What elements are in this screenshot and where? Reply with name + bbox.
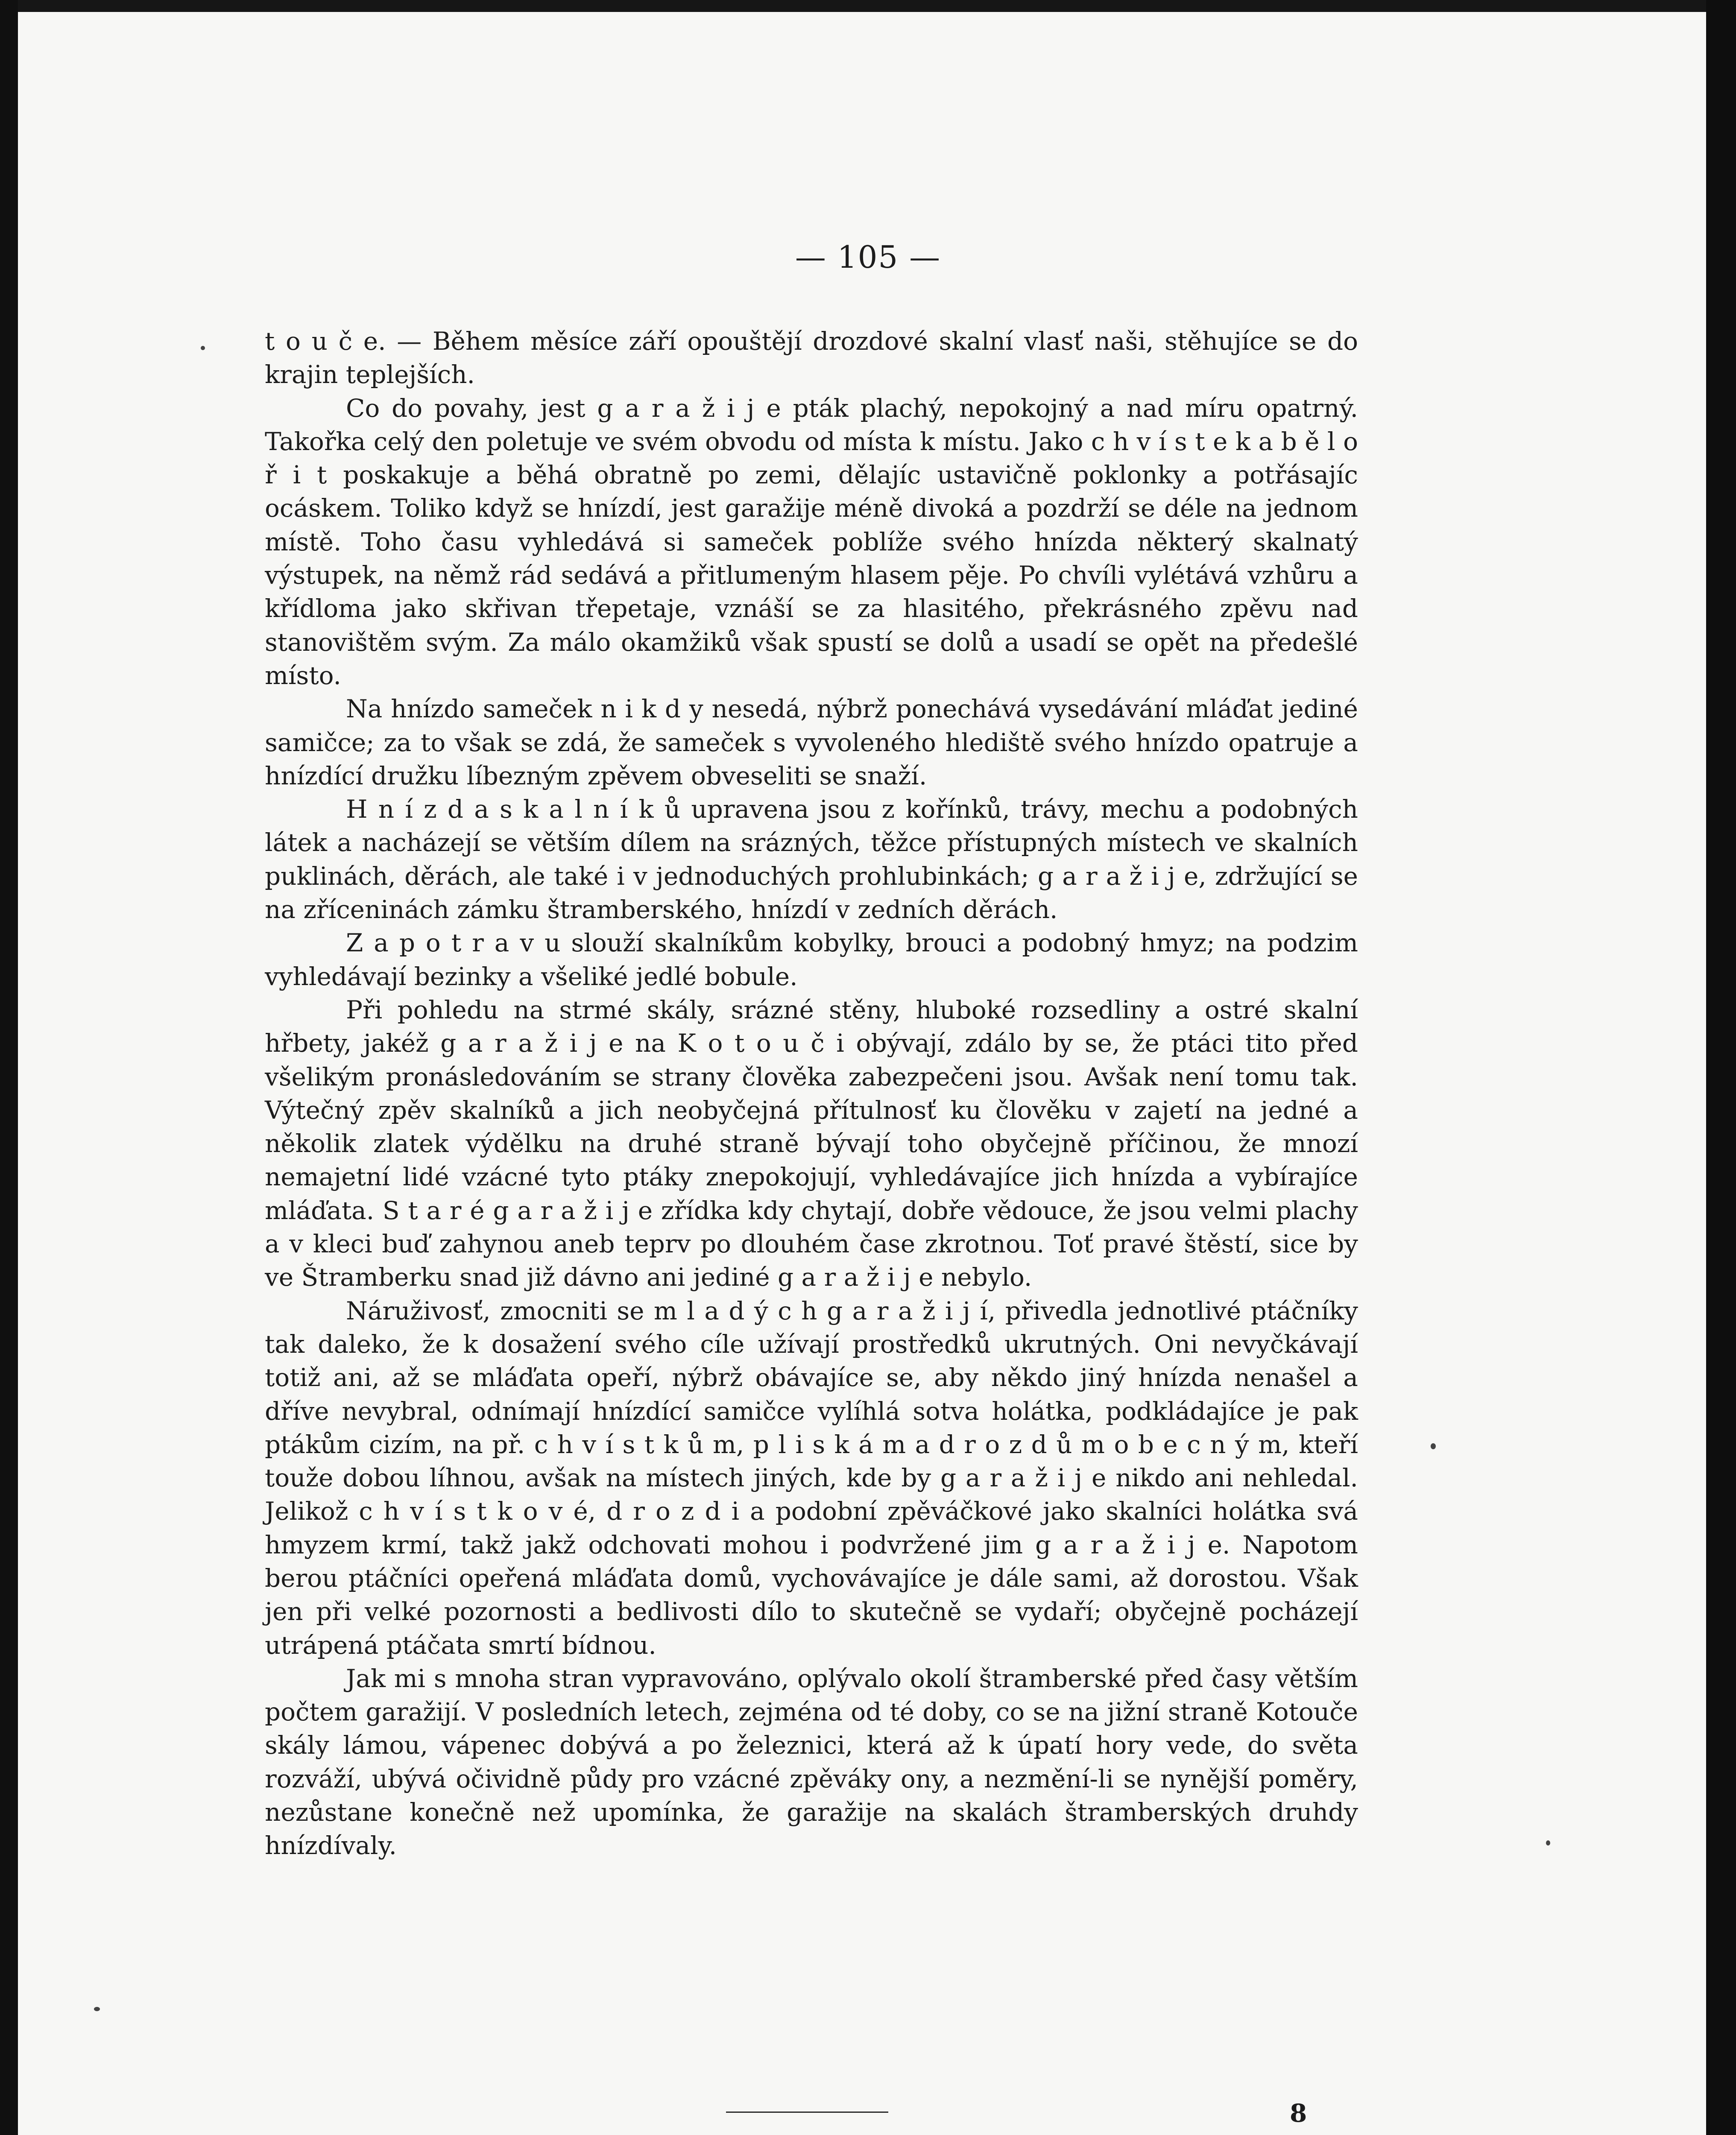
scan-border-top [0,0,1736,12]
scan-border-left [0,0,18,2135]
scan-speck [1431,1443,1436,1449]
paragraph-2: Co do povahy, jest g a r a ž i j e pták plachý, nepokojný a nad míru opatrný. Takořka celý den poletuje ve svém obvodu od místa k místu. Jako c h v í s t e k a b ě l o ř i t poskakuje a běhá obratně po zemi, dělajíc ustavičně poklonky a potřásajíc ocáskem. Toliko když se hnízdí, jest garažije méně divoká a pozdrží se déle na jednom místě. Toho času vyhledává si sameček poblíže svého hnízda některý skalnatý výstupek, na němž rád sedává a přitlumeným hlasem pěje. Po chvíli vylétává vzhůru a křídloma jako skřivan třepetaje, vznáší se za hlasitého, překrásného zpěvu nad stanovištěm svým. Za málo okamžiků však spustí se dolů a usadí se opět na předešlé místo. [265,393,1358,690]
paragraph-5: Z a p o t r a v u slouží skalníkům kobylky, brouci a podobný hmyz; na podzim vyhledávají bezinky a všeliké jedlé bobule. [265,928,1358,991]
body-text [265,325,1358,1863]
paragraph-7: Náruživosť, zmocniti se m l a d ý c h g a r a ž i j í, přivedla jednotlivé ptáčníky tak daleko, že k dosažení svého cíle užívají prostředků ukrutných. Oni nevyčkávají totiž ani, až se mláďata opeří, nýbrž obávajíce se, aby někdo jiný hnízda nenašel a dříve nevybral, odnímají hnízdící samičce vylíhlá sotva holátka, podkládajíce je pak ptákům cizím, na př. c h v í s t k ů m, p l i s k á m a d r o z d ů m o b e c n ý m, kteří touže dobou líhnou, avšak na místech jiných, kde by g a r a ž i j e nikdo ani nehledal. Jelikož c h v í s t k o v é, d r o z d i a podobní zpěváčkové jako skalníci holátka svá hmyzem krmí, takž jakž odchovati mohou i podvržené jim g a r a ž i j e. Napotom berou ptáčníci opeřená mláďata domů, vychovávajíce je dále sami, až dorostou. Však jen při velké pozornosti a bedlivosti dílo to skutečně se vydaří; obyčejně pocházejí utrápená ptáčata smrtí bídnou. [265,1296,1358,1660]
scan-speck [1546,1840,1550,1845]
paragraph-4: H n í z d a s k a l n í k ů upravena jsou z kořínků, trávy, mechu a podobných látek a nacházejí se větším dílem na srázných, těžce přístupných místech ve skalních puklinách, děrách, ale také i v jednoduchých prohlubinkách; g a r a ž i j e, zdržující se na zříceninách zámku štramberského, hnízdí v zedních děrách. [265,795,1358,924]
sheet-signature: 8 [1290,2099,1307,2128]
page-number: — 105 — [795,239,941,275]
paragraph-6: Při pohledu na strmé skály, srázné stěny, hluboké rozsedliny a ostré skalní hřbety, jakéž g a r a ž i j e na K o t o u č i obývají, zdálo by se, že ptáci tito před všelikým pronásledováním se strany člověka zabezpečeni jsou. Avšak není tomu tak. Výtečný zpěv skalníků a jich neobyčejná přítulnosť ku člověku v zajetí na jedné a několik zlatek výdělku na druhé straně bývají toho obyčejně příčinou, že mnozí nemajetní lidé vzácné tyto ptáky znepokojují, vyhledávajíce jich hnízda a vybírajíce mláďata. S t a r é g a r a ž i j e zřídka kdy chytají, dobře vědouce, že jsou velmi plachy a v kleci buď zahynou aneb teprv po dlouhém čase zkrotnou. Toť pravé štěstí, sice by ve Štramberku snad již dávno ani jediné g a r a ž i j e nebylo. [265,995,1358,1292]
paragraph-8: Jak mi s mnoha stran vypravováno, oplývalo okolí štramberské před časy větším počtem garažijí. V posledních letech, zejména od té doby, co se na jižní straně Kotouče skály lámou, vápenec dobývá a po železnici, která až k úpatí hory vede, do světa rozváží, ubývá očividně půdy pro vzácné zpěváky ony, a nezmění-li se nynější poměry, nezůstane konečně než upomínka, že garažije na skalách štramberských druhdy hnízdívaly. [265,1664,1358,1860]
scan-speck [201,346,205,350]
paragraph-1: t o u č e. — Během měsíce září opouštějí drozdové skalní vlasť naši, stěhujíce se do krajin teplejších. [265,327,1358,389]
scan-speck [94,2007,100,2011]
scan-border-right [1706,0,1736,2135]
paragraph-3: Na hnízdo sameček n i k d y nesedá, nýbrž ponechává vysedávání mláďat jediné samičce; za to však se zdá, že sameček s vyvoleného hlediště svého hnízdo opatruje a hnízdící družku líbezným zpěvem obveseliti se snaží. [265,694,1358,790]
footer-rule [726,2112,888,2113]
